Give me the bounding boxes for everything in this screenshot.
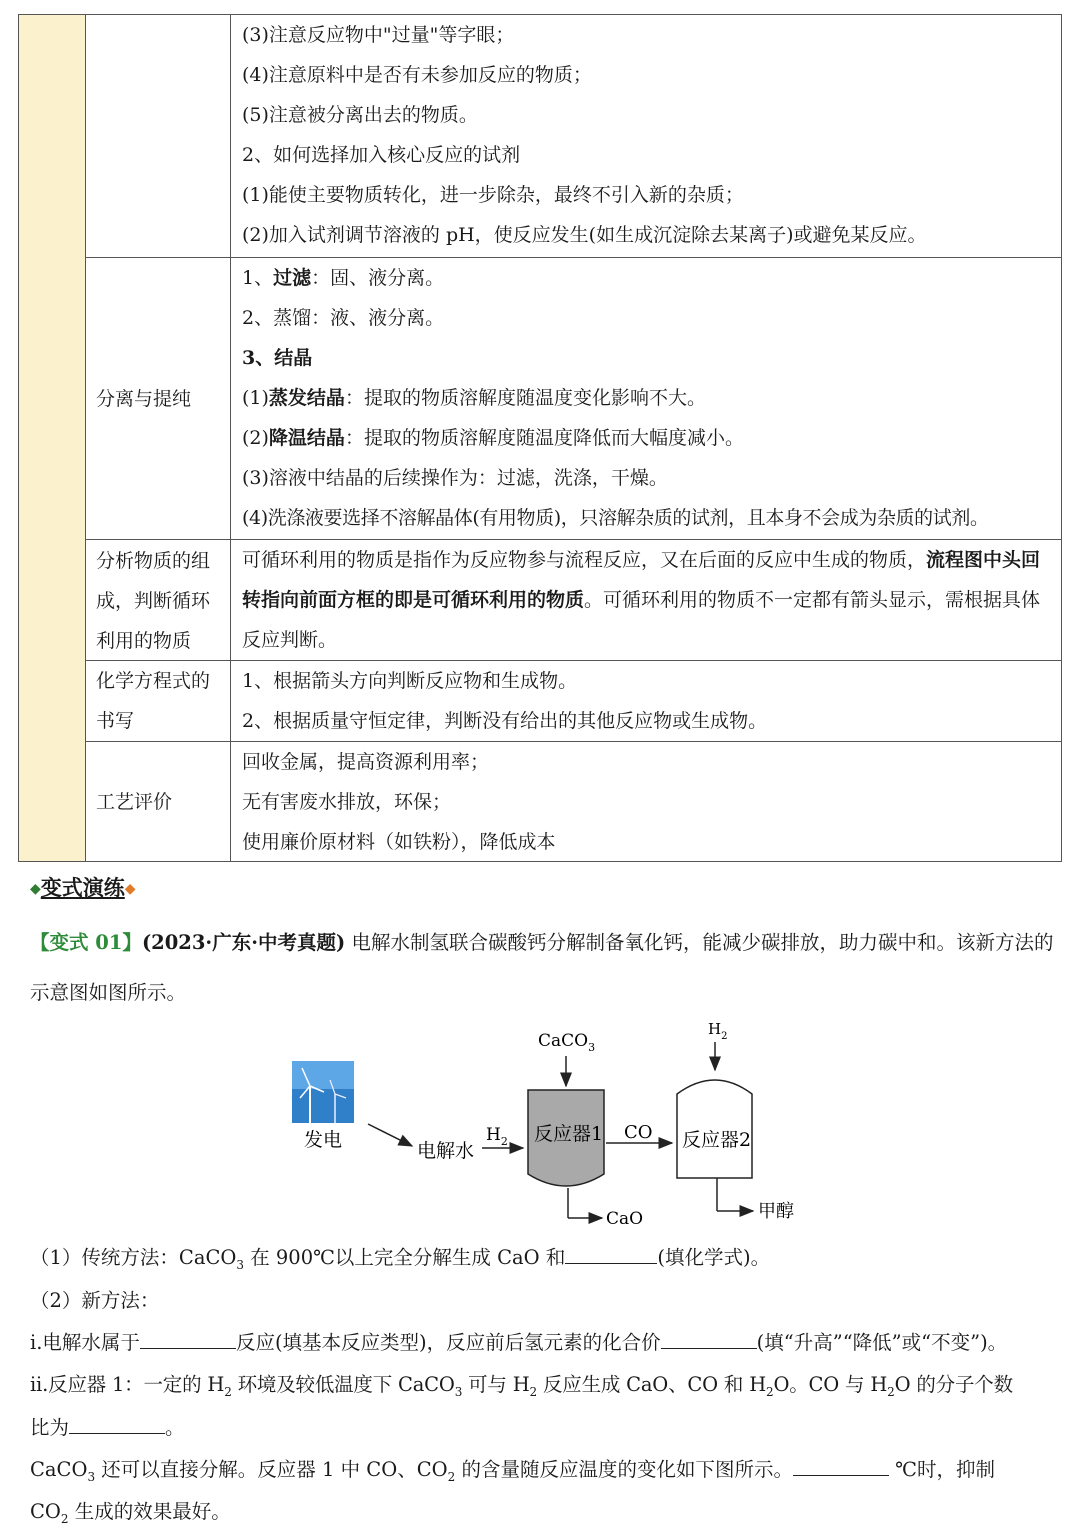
content-line: 无有害废水排放，环保；: [242, 791, 452, 813]
answer-blank[interactable]: [793, 1457, 889, 1476]
table-row: [85, 539, 1061, 661]
table-row: [85, 741, 1061, 861]
row-label: 工艺评价: [85, 742, 231, 861]
summary-table: [18, 14, 1062, 862]
row-label: 分析物质的组成，判断循环利用的物质: [85, 540, 231, 661]
process-diagram: [280, 1016, 840, 1232]
row-content: 可循环利用的物质是指作为反应物参与流程反应，又在后面的反应中生成的物质，流程图中头回转指向前面方框的即是可循环利用的物质。可循环利用的物质不一定都有箭头显示，需根据具体反应判断。: [242, 549, 1041, 651]
content-line: (4)注意原料中是否有未参加反应的物质；: [242, 64, 592, 86]
question-tag: 【变式 01】: [30, 931, 142, 954]
electrolysis-label: 电解水: [417, 1140, 475, 1162]
diamond-icon: ◆: [30, 881, 41, 897]
row-content: [231, 15, 1061, 258]
row-label: 化学方程式的书写: [85, 661, 231, 742]
diamond-icon: ◆: [124, 881, 136, 897]
question-2-iii-cont: $CO_2$ 生成的效果最好。: [30, 1500, 231, 1526]
reactor-2-label: 反应器2: [682, 1129, 752, 1151]
question-2-iii: CaCO$_3$ 还可以直接分解。反应器 1 中 CO、$CO_2$ 的含量随反应温度的变化如下图所示。 ℃时，抑制: [30, 1458, 995, 1484]
content-line: 2、蒸馏：液、液分离。: [242, 307, 445, 329]
table-row: [85, 257, 1061, 540]
question-intro: 【变式 01】(2023·广东·中考真题) 电解水制氢联合碳酸钙分解制备氧化钙，能减少碳排放，助力碳中和。该新方法的示意图如图所示。: [30, 931, 1054, 1004]
content-line: 3、结晶: [242, 347, 313, 369]
h2-label: $H_2$: [486, 1125, 508, 1148]
content-line: (3)溶液中结晶的后续操作为：过滤，洗涤，干燥。: [242, 467, 668, 489]
answer-blank[interactable]: [140, 1330, 236, 1349]
content-line: (1)能使主要物质转化，进一步除杂，最终不引入新的杂质；: [242, 184, 744, 206]
content-line: (3)注意反应物中"过量"等字眼；: [242, 24, 515, 46]
row-content: [231, 661, 1061, 742]
cao-label: CaO: [606, 1209, 644, 1229]
content-line: 1、过滤：固、液分离。: [242, 267, 445, 289]
question-2-i: i.电解水属于 反应(填基本反应类型)，反应前后氢元素的化合价 (填“升高”“降低”或“不变”)。: [30, 1331, 1008, 1354]
content-line: 使用廉价原材料（如铁粉），降低成本: [242, 831, 556, 853]
question-2: （2）新方法：: [30, 1289, 160, 1312]
row-content: [231, 258, 1061, 540]
content-line: 2、根据质量守恒定律，判断没有给出的其他反应物或生成物。: [242, 710, 768, 732]
table-row: [85, 15, 1061, 258]
content-line: 2、如何选择加入核心反应的试剂: [242, 144, 521, 166]
question-source: (2023·广东·中考真题): [141, 931, 346, 954]
content-line: (5)注意被分离出去的物质。: [242, 104, 478, 126]
question-2-ii-cont: 比为 。: [30, 1416, 185, 1439]
row-content: [231, 742, 1061, 861]
content-line: (2)加入试剂调节溶液的 pH，使反应发生(如生成沉淀除去某离子)或避免某反应。: [242, 224, 927, 246]
answer-blank[interactable]: [661, 1330, 757, 1349]
content-line: (4)洗涤液要选择不溶解晶体(有用物质)，只溶解杂质的试剂，且本身不会成为杂质的试剂。: [242, 507, 989, 529]
reactor-1-label: 反应器1: [534, 1123, 604, 1145]
row-label-empty: [85, 15, 231, 258]
table-side-band: [19, 15, 86, 861]
h2-feed-label: $H_2$: [708, 1020, 728, 1042]
content-line: (2)降温结晶：提取的物质溶解度随温度降低而大幅度减小。: [242, 427, 744, 449]
section-title: ◆变式演练◆: [30, 876, 136, 900]
content-line: (1)蒸发结晶：提取的物质溶解度随温度变化影响不大。: [242, 387, 706, 409]
content-line: 回收金属，提高资源利用率；: [242, 751, 490, 773]
methanol-label: 甲醇: [758, 1201, 794, 1222]
caco3-label: CaCO$_3$: [538, 1031, 596, 1054]
content-line: 1、根据箭头方向判断反应物和生成物。: [242, 670, 578, 692]
wind-turbine-icon: [292, 1061, 354, 1123]
row-label: 分离与提纯: [85, 258, 231, 540]
table-row: [85, 660, 1061, 742]
question-2-ii: ii.反应器 1：一定的 $H_2$ 环境及较低温度下 CaCO$_3$ 可与 $H_2$ 反应生成 CaO、CO 和 $H_2O$。CO 与 $H_2O$ 的分子个数: [30, 1373, 1013, 1399]
co-label: CO: [624, 1122, 653, 1143]
answer-blank[interactable]: [69, 1415, 165, 1434]
power-label: 发电: [304, 1129, 343, 1151]
question-1: （1）传统方法：CaCO$_3$ 在 900℃以上完全分解生成 CaO 和 (填化学式)。: [30, 1246, 771, 1272]
answer-blank[interactable]: [565, 1245, 657, 1264]
